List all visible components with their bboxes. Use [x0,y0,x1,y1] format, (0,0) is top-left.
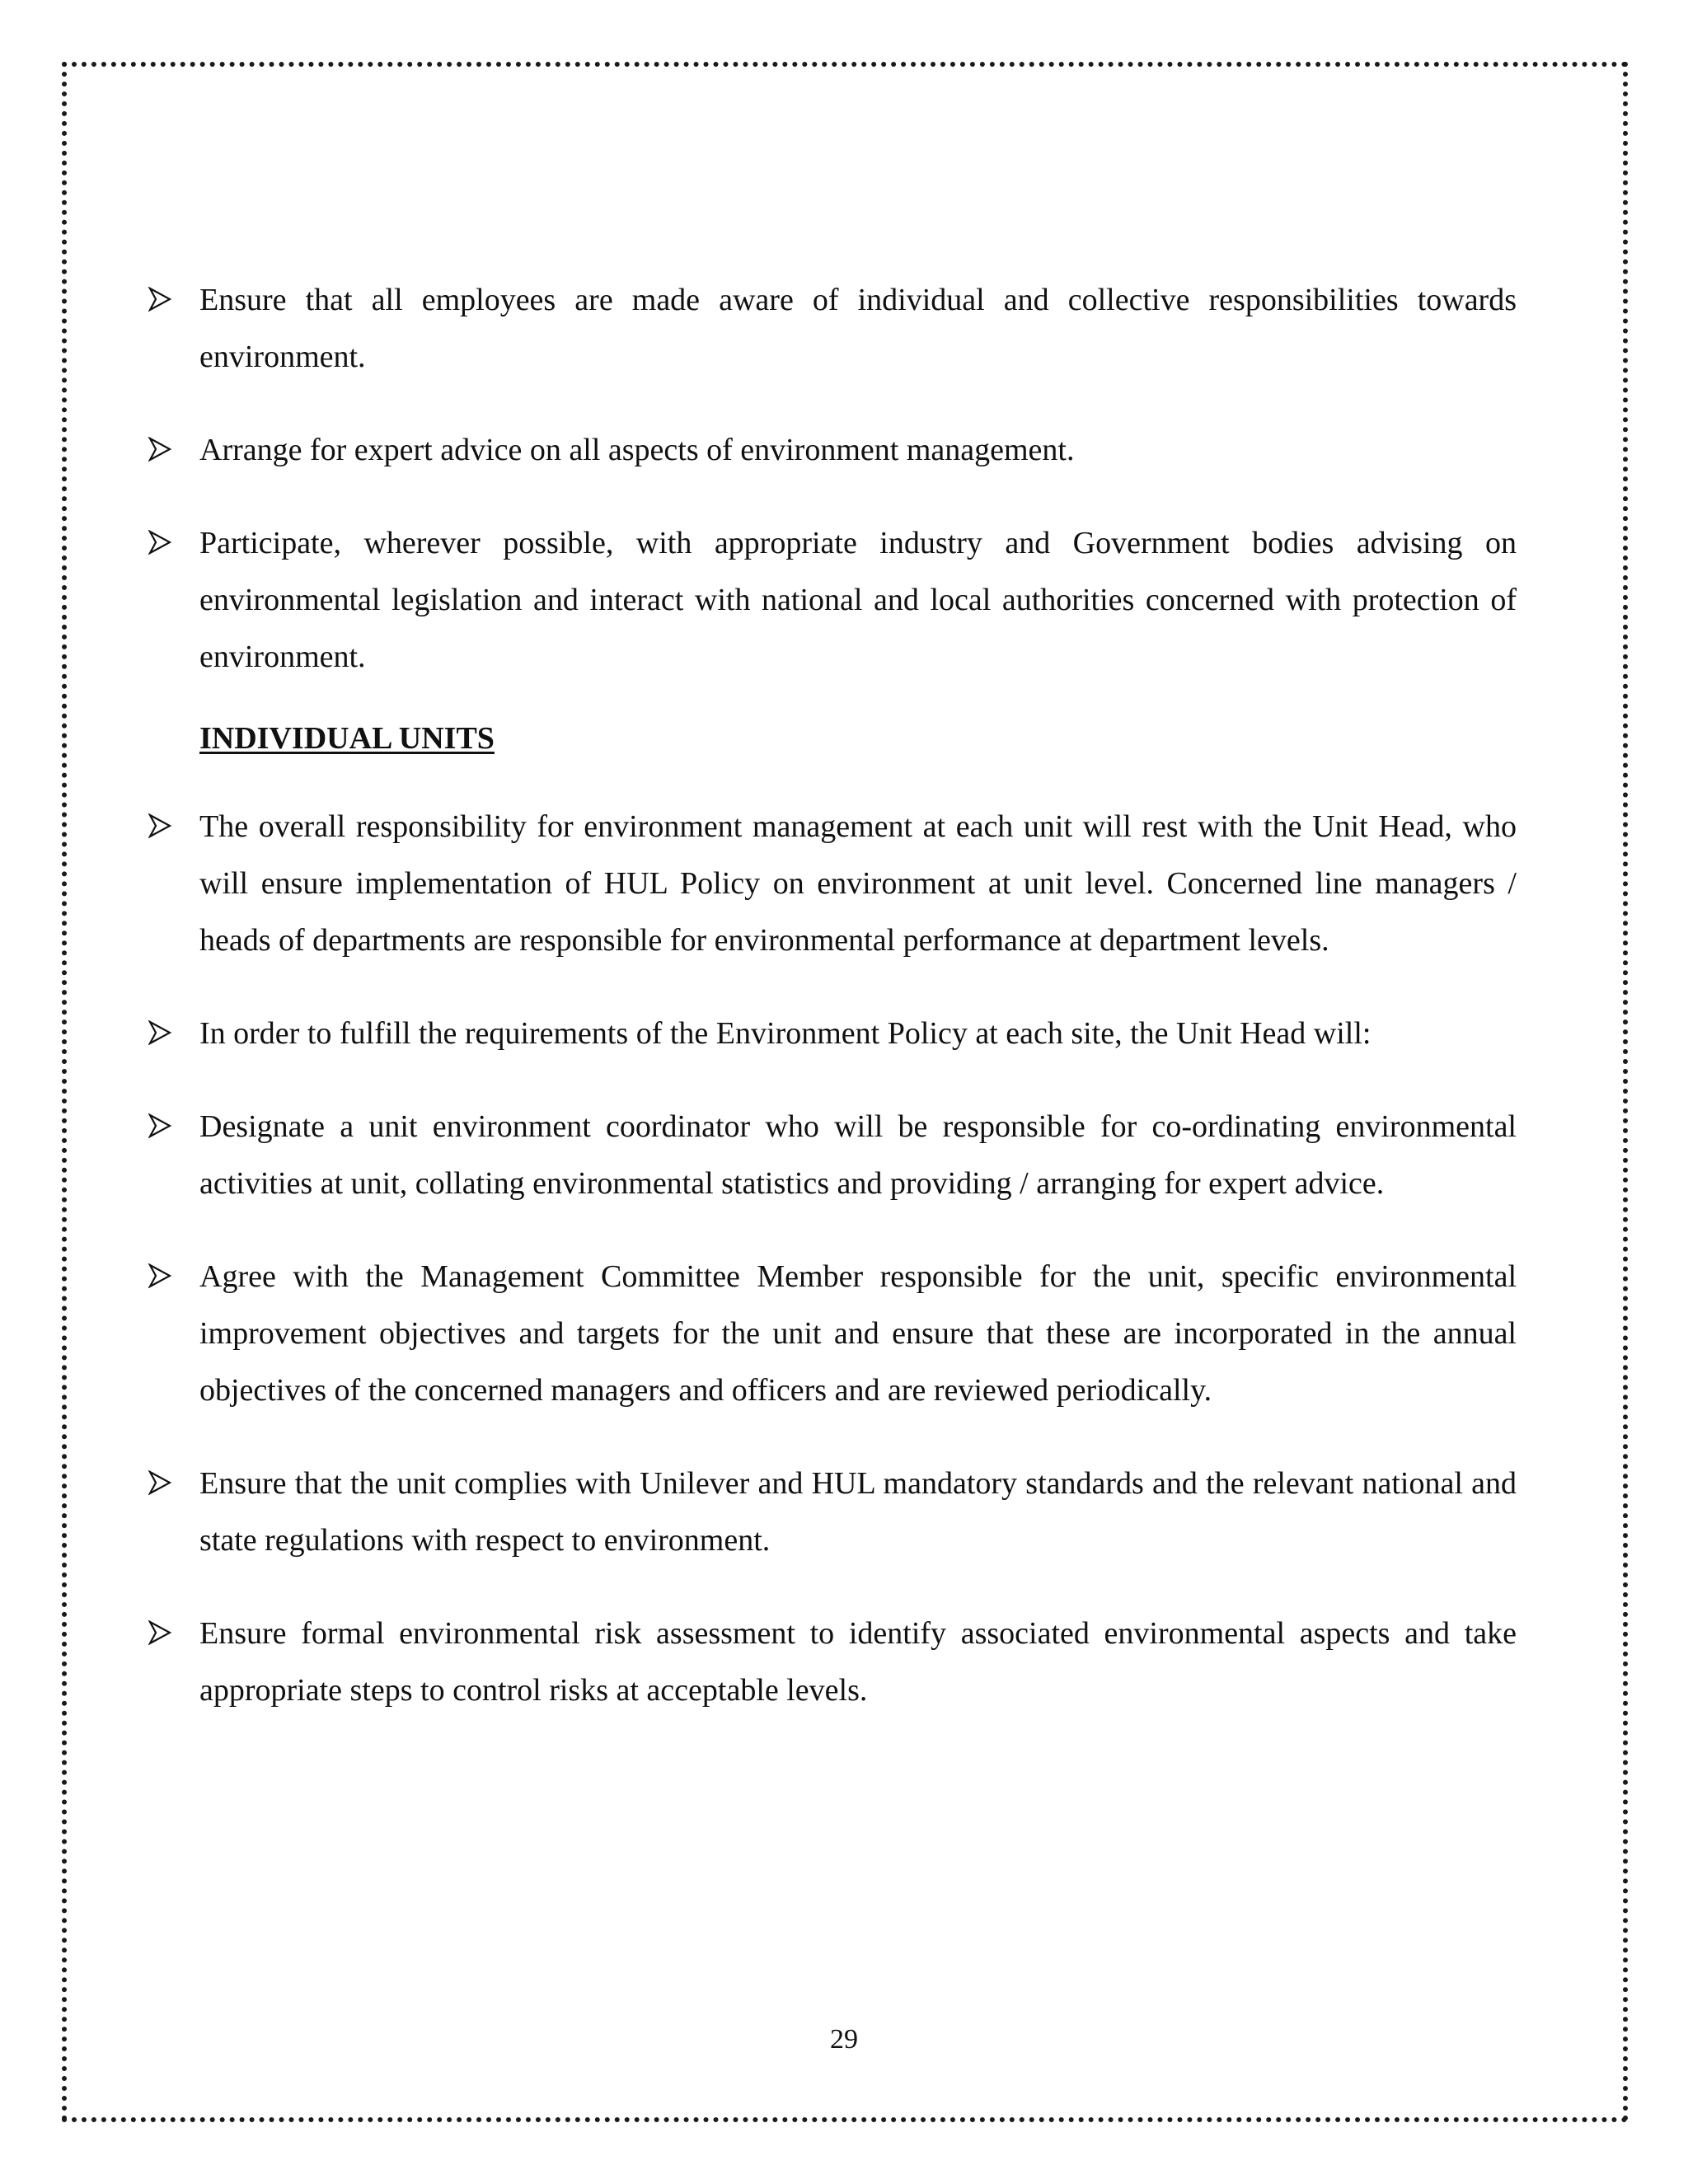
arrowhead-bullet-icon [148,1263,171,1288]
list-item-text: Designate a unit environment coordinator who will be responsible for co-ordinating environmental activities at unit, collating environmental statistics and providing / arranging for expert advice. [199,1109,1517,1201]
list-item [148,422,1517,479]
list-item-text: The overall responsibility for environment management at each unit will rest with the Unit Head, who will ensure implementation of HUL Policy on environment at unit level. Concerned line managers / heads of departments are responsible for environmental performance at department levels. [199,809,1517,958]
page-number: 29 [830,2024,858,2055]
list-item-text: Agree with the Management Committee Member responsible for the unit, specific environmental improvement objectives and targets for the unit and ensure that these are incorporated in the annual objectives of the concerned managers and officers and are reviewed periodically. [199,1259,1517,1408]
arrowhead-bullet-icon [148,530,171,555]
list-item [148,1005,1517,1062]
list-item [148,515,1517,686]
list-item [148,272,1517,386]
arrowhead-bullet-icon [148,437,171,462]
list-item-text: Ensure that the unit complies with Unilever and HUL mandatory standards and the relevant national and state regulations with respect to environment. [199,1466,1517,1558]
document-body [148,272,1517,1719]
list-item [148,1099,1517,1212]
arrowhead-bullet-icon [148,1020,171,1045]
list-item-text: In order to fulfill the requirements of the Environment Policy at each site, the Unit Head will: [199,1016,1372,1051]
list-item [148,1249,1517,1419]
arrowhead-bullet-icon [148,1113,171,1138]
list-item [148,1605,1517,1719]
arrowhead-bullet-icon [148,1620,171,1645]
list-item-text: Arrange for expert advice on all aspects of environment management. [199,433,1075,467]
list-item-text: Ensure that all employees are made aware of individual and collective responsibilities towards environment. [199,283,1517,374]
list-item-text: Ensure formal environmental risk assessment to identify associated environmental aspects and take appropriate steps to control risks at acceptable levels. [199,1616,1517,1708]
arrowhead-bullet-icon [148,287,171,312]
list-item [148,799,1517,969]
arrowhead-bullet-icon [148,813,171,838]
arrowhead-bullet-icon [148,1470,171,1495]
list-item [148,1455,1517,1569]
list-item-text: Participate, wherever possible, with appropriate industry and Government bodies advising on environmental legislation and interact with national and local authorities concerned with protection of environment. [199,526,1517,674]
section-heading: INDIVIDUAL UNITS [199,721,495,756]
